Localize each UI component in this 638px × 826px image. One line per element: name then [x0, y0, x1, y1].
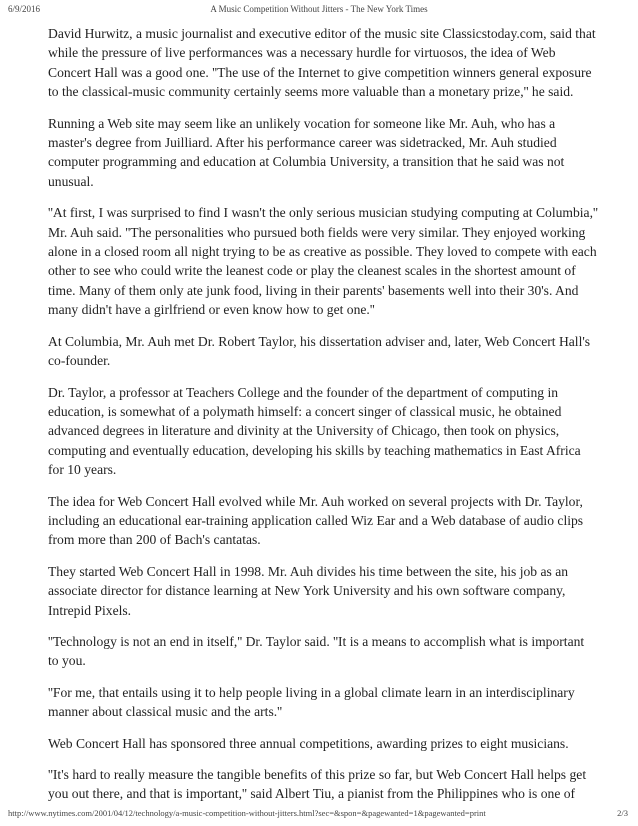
page-number: 2/3	[617, 808, 628, 818]
print-footer	[0, 808, 638, 820]
print-date: 6/9/2016	[8, 4, 41, 14]
paragraph: At Columbia, Mr. Auh met Dr. Robert Taylor, his dissertation adviser and, later, Web Concert Hall's co-founder.	[48, 333, 591, 369]
paragraph: ''It's hard to really measure the tangible benefits of this prize so far, but Web Concert Hall helps get you out there, and that is important,'' said Albert Tiu, a pianist from the Philippines who is one of	[48, 767, 587, 802]
paragraph: Running a Web site may seem like an unlikely vocation for someone like Mr. Auh, who has a master's degree from Juilliard. After his performance career was sidetracked, Mr. Auh studied computer programming and education at Columbia University, a transition that he said was not unusual.	[48, 115, 565, 189]
article-body	[48, 24, 598, 816]
paragraph: Dr. Taylor, a professor at Teachers College and the founder of the department of computing in education, is somewhat of a polymath himself: a concert singer of classical music, he obtained advanced degrees in literature and divinity at the University of Chicago, then took on physics, computing and eventually education, developing his skills by teaching mathematics in East Africa for 10 years.	[48, 384, 581, 478]
paragraph: ''For me, that entails using it to help people living in a global climate learn in an interdisciplinary manner about classical music and the arts.''	[48, 684, 575, 720]
paragraph: ''Technology is not an end in itself,'' Dr. Taylor said. ''It is a means to accomplish what is important to you.	[48, 633, 585, 669]
paragraph: The idea for Web Concert Hall evolved while Mr. Auh worked on several projects with Dr. Taylor, including an educational ear-training application called Wiz Ear and a Web database of audio clips from more than 200 of Bach's cantatas.	[48, 493, 584, 548]
paragraph: Web Concert Hall has sponsored three annual competitions, awarding prizes to eight musicians.	[48, 735, 569, 751]
paragraph: They started Web Concert Hall in 1998. Mr. Auh divides his time between the site, his job as an associate director for distance learning at New York University and his own software company, Intrepid Pixels.	[48, 563, 569, 618]
print-header	[0, 4, 638, 18]
paragraph: ''At first, I was surprised to find I wasn't the only serious musician studying computing at Columbia,'' Mr. Auh said. ''The personalities who pursued both fields were very similar. They enjoyed working alone in a closed room all night trying to be as creative as possible. They loved to compete with each other to see who could write the leanest code or play the cleanest scales in the shortest amount of time. Many of them only ate junk food, living in their parents' basements well into their 30's. And many didn't have a girlfriend or even know how to get one.''	[48, 205, 598, 318]
page-title: A Music Competition Without Jitters - The New York Times	[210, 4, 428, 14]
page-url: http://www.nytimes.com/2001/04/12/technology/a-music-competition-without-jitters.html?sec=&spon=&pagewanted=1&pagewanted=print	[8, 808, 486, 818]
paragraph: David Hurwitz, a music journalist and executive editor of the music site Classicstoday.com, said that while the pressure of live performances was a necessary hurdle for virtuosos, the idea of Web Concert Hall was a good one. ''The use of the Internet to give competition winners general exposure to the classical-music community certainly seems more valuable than a monetary prize,'' he said.	[48, 26, 596, 100]
